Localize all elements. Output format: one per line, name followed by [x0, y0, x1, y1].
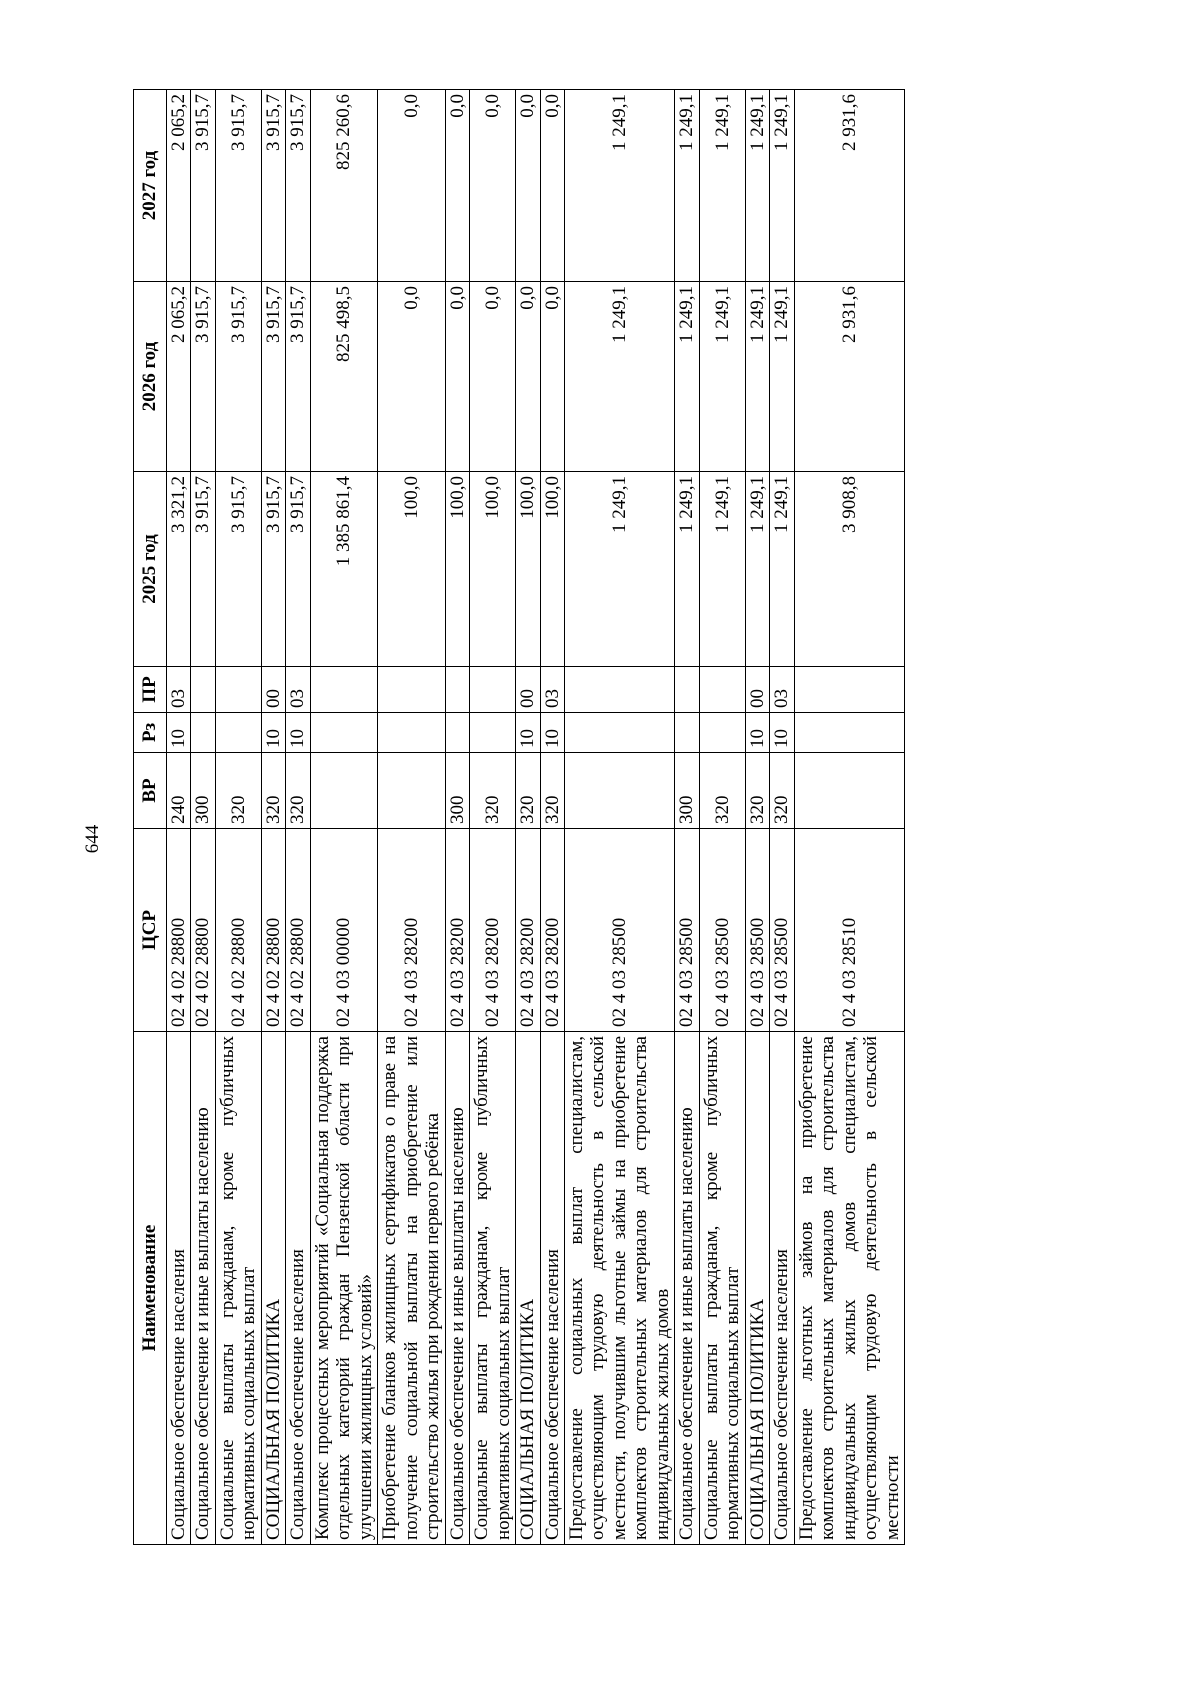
cell-pr: [675, 667, 699, 713]
cell-vr: 320: [745, 753, 769, 829]
cell-name: Социальные выплаты гражданам, кроме публичных нормативных социальных выплат: [470, 1032, 516, 1545]
table-row: [540, 90, 564, 1545]
table-row: [215, 90, 261, 1545]
cell-name: Социальные выплаты гражданам, кроме публичных нормативных социальных выплат: [215, 1032, 261, 1545]
cell-2027: 1 249,1: [699, 90, 745, 282]
cell-2025: 1 249,1: [564, 472, 674, 667]
header-pr: ПР: [134, 667, 167, 713]
cell-pr: 03: [167, 667, 191, 713]
cell-rz: [470, 713, 516, 753]
cell-pr: 03: [770, 667, 794, 713]
cell-2027: 1 249,1: [745, 90, 769, 282]
cell-2026: 3 915,7: [286, 282, 310, 472]
cell-name: СОЦИАЛЬНАЯ ПОЛИТИКА: [745, 1032, 769, 1545]
table-row: [516, 90, 540, 1545]
cell-csr: 02 4 02 28800: [191, 829, 215, 1032]
cell-rz: 10: [770, 713, 794, 753]
cell-rz: 10: [167, 713, 191, 753]
cell-2025: 3 915,7: [261, 472, 285, 667]
cell-rz: [794, 713, 904, 753]
cell-pr: [564, 667, 674, 713]
cell-csr: 02 4 02 28800: [167, 829, 191, 1032]
cell-vr: 320: [540, 753, 564, 829]
cell-2027: 0,0: [516, 90, 540, 282]
cell-vr: [310, 753, 377, 829]
cell-pr: 00: [261, 667, 285, 713]
cell-2027: 0,0: [470, 90, 516, 282]
cell-2025: 3 321,2: [167, 472, 191, 667]
table-row: [378, 90, 445, 1545]
cell-csr: 02 4 03 28200: [470, 829, 516, 1032]
cell-2027: 1 249,1: [564, 90, 674, 282]
cell-name: Социальное обеспечение населения: [770, 1032, 794, 1545]
cell-2025: 100,0: [445, 472, 469, 667]
cell-2026: 0,0: [540, 282, 564, 472]
table-row: [261, 90, 285, 1545]
cell-rz: [564, 713, 674, 753]
table-row: [470, 90, 516, 1545]
cell-2027: 0,0: [445, 90, 469, 282]
table-row: [286, 90, 310, 1545]
cell-rz: [445, 713, 469, 753]
cell-csr: 02 4 02 28800: [261, 829, 285, 1032]
cell-2026: 0,0: [470, 282, 516, 472]
cell-vr: 320: [215, 753, 261, 829]
cell-name: Комплекс процессных мероприятий «Социальная поддержка отдельных категорий граждан Пензенской области при улучшении жилищных условий»: [310, 1032, 377, 1545]
cell-2027: 0,0: [540, 90, 564, 282]
cell-pr: [310, 667, 377, 713]
cell-rz: [699, 713, 745, 753]
cell-2025: 3 915,7: [215, 472, 261, 667]
cell-csr: 02 4 03 28500: [699, 829, 745, 1032]
cell-csr: 02 4 03 28500: [564, 829, 674, 1032]
cell-2026: 1 249,1: [675, 282, 699, 472]
header-rz: Рз: [134, 713, 167, 753]
cell-rz: [191, 713, 215, 753]
cell-rz: 10: [516, 713, 540, 753]
cell-rz: [215, 713, 261, 753]
cell-2025: 100,0: [516, 472, 540, 667]
cell-rz: 10: [261, 713, 285, 753]
cell-2025: 1 249,1: [675, 472, 699, 667]
table-container: [133, 90, 1083, 1545]
cell-name: СОЦИАЛЬНАЯ ПОЛИТИКА: [261, 1032, 285, 1545]
cell-2026: 1 249,1: [770, 282, 794, 472]
cell-pr: [378, 667, 445, 713]
cell-name: Социальное обеспечение и иные выплаты населению: [191, 1032, 215, 1545]
cell-name: Социальное обеспечение и иные выплаты населению: [675, 1032, 699, 1545]
table-header-row: [134, 90, 167, 1545]
cell-2025: 3 915,7: [191, 472, 215, 667]
cell-2025: 3 908,8: [794, 472, 904, 667]
cell-2025: 1 249,1: [770, 472, 794, 667]
cell-2027: 3 915,7: [191, 90, 215, 282]
cell-csr: 02 4 03 00000: [310, 829, 377, 1032]
cell-vr: 300: [191, 753, 215, 829]
table-row: [770, 90, 794, 1545]
cell-rz: [378, 713, 445, 753]
cell-2027: 825 260,6: [310, 90, 377, 282]
cell-pr: [445, 667, 469, 713]
cell-2027: 2 931,6: [794, 90, 904, 282]
cell-rz: [310, 713, 377, 753]
cell-vr: 320: [286, 753, 310, 829]
cell-2026: 0,0: [378, 282, 445, 472]
table-row: [167, 90, 191, 1545]
cell-pr: 03: [286, 667, 310, 713]
cell-2026: 3 915,7: [261, 282, 285, 472]
header-name: Наименование: [134, 1032, 167, 1545]
cell-name: Социальное обеспечение и иные выплаты населению: [445, 1032, 469, 1545]
cell-vr: 240: [167, 753, 191, 829]
cell-name: СОЦИАЛЬНАЯ ПОЛИТИКА: [516, 1032, 540, 1545]
cell-name: Социальное обеспечение населения: [540, 1032, 564, 1545]
cell-pr: [215, 667, 261, 713]
cell-pr: 03: [540, 667, 564, 713]
cell-pr: [699, 667, 745, 713]
cell-csr: 02 4 03 28500: [675, 829, 699, 1032]
cell-pr: [470, 667, 516, 713]
cell-2027: 2 065,2: [167, 90, 191, 282]
cell-2026: 1 249,1: [745, 282, 769, 472]
cell-pr: [794, 667, 904, 713]
table-row: [310, 90, 377, 1545]
cell-vr: 320: [516, 753, 540, 829]
cell-rz: 10: [540, 713, 564, 753]
cell-csr: 02 4 02 28800: [215, 829, 261, 1032]
cell-name: Социальные выплаты гражданам, кроме публичных нормативных социальных выплат: [699, 1032, 745, 1545]
cell-csr: 02 4 03 28200: [445, 829, 469, 1032]
cell-vr: 320: [770, 753, 794, 829]
header-2025: 2025 год: [134, 472, 167, 667]
cell-2025: 1 385 861,4: [310, 472, 377, 667]
table-row: [675, 90, 699, 1545]
cell-2025: 100,0: [470, 472, 516, 667]
cell-name: Предоставление льготных займов на приобретение комплектов строительных материалов для строительства индивидуальных жилых домов специалистам, осуществляющим трудовую деятельность в сельской местности: [794, 1032, 904, 1545]
cell-csr: 02 4 03 28510: [794, 829, 904, 1032]
table-row: [445, 90, 469, 1545]
cell-vr: [378, 753, 445, 829]
cell-2025: 1 249,1: [745, 472, 769, 667]
cell-csr: 02 4 03 28200: [378, 829, 445, 1032]
cell-pr: 00: [745, 667, 769, 713]
table-row: [745, 90, 769, 1545]
cell-csr: 02 4 03 28500: [770, 829, 794, 1032]
cell-rz: 10: [745, 713, 769, 753]
cell-2026: 1 249,1: [564, 282, 674, 472]
cell-2025: 1 249,1: [699, 472, 745, 667]
cell-2025: 100,0: [540, 472, 564, 667]
cell-name: Предоставление социальных выплат специалистам, осуществляющим трудовую деятельность в сельской местности, получившим льготные займы на приобретение комплектов строительных материалов для строительства индивидуальных жилых домов: [564, 1032, 674, 1545]
table-row: [699, 90, 745, 1545]
page-number: 644: [82, 824, 103, 854]
cell-2025: 3 915,7: [286, 472, 310, 667]
cell-name: Социальное обеспечение населения: [167, 1032, 191, 1545]
cell-rz: [675, 713, 699, 753]
cell-2027: 3 915,7: [215, 90, 261, 282]
cell-2026: 3 915,7: [191, 282, 215, 472]
header-2026: 2026 год: [134, 282, 167, 472]
cell-pr: 00: [516, 667, 540, 713]
cell-vr: [794, 753, 904, 829]
cell-rz: 10: [286, 713, 310, 753]
cell-csr: 02 4 03 28200: [540, 829, 564, 1032]
cell-name: Социальное обеспечение населения: [286, 1032, 310, 1545]
cell-vr: 300: [445, 753, 469, 829]
cell-csr: 02 4 02 28800: [286, 829, 310, 1032]
cell-csr: 02 4 03 28500: [745, 829, 769, 1032]
table-body: [167, 90, 905, 1545]
cell-2027: 1 249,1: [770, 90, 794, 282]
header-vr: ВР: [134, 753, 167, 829]
cell-2026: 825 498,5: [310, 282, 377, 472]
cell-vr: [564, 753, 674, 829]
cell-2026: 0,0: [445, 282, 469, 472]
cell-vr: 320: [470, 753, 516, 829]
cell-2026: 0,0: [516, 282, 540, 472]
cell-csr: 02 4 03 28200: [516, 829, 540, 1032]
cell-vr: 320: [699, 753, 745, 829]
cell-2026: 2 931,6: [794, 282, 904, 472]
table-row: [564, 90, 674, 1545]
cell-2026: 2 065,2: [167, 282, 191, 472]
cell-vr: 320: [261, 753, 285, 829]
cell-vr: 300: [675, 753, 699, 829]
cell-2025: 100,0: [378, 472, 445, 667]
header-csr: ЦСР: [134, 829, 167, 1032]
header-2027: 2027 год: [134, 90, 167, 282]
cell-2027: 1 249,1: [675, 90, 699, 282]
cell-pr: [191, 667, 215, 713]
table-row: [794, 90, 904, 1545]
cell-2027: 3 915,7: [286, 90, 310, 282]
rotated-table-wrapper: [133, 90, 1083, 1545]
cell-2027: 3 915,7: [261, 90, 285, 282]
cell-2027: 0,0: [378, 90, 445, 282]
budget-table: [133, 89, 905, 1545]
cell-2026: 3 915,7: [215, 282, 261, 472]
table-row: [191, 90, 215, 1545]
cell-2026: 1 249,1: [699, 282, 745, 472]
cell-name: Приобретение бланков жилищных сертификатов о праве на получение социальной выплаты на приобретение или строительство жилья при рождении первого ребёнка: [378, 1032, 445, 1545]
